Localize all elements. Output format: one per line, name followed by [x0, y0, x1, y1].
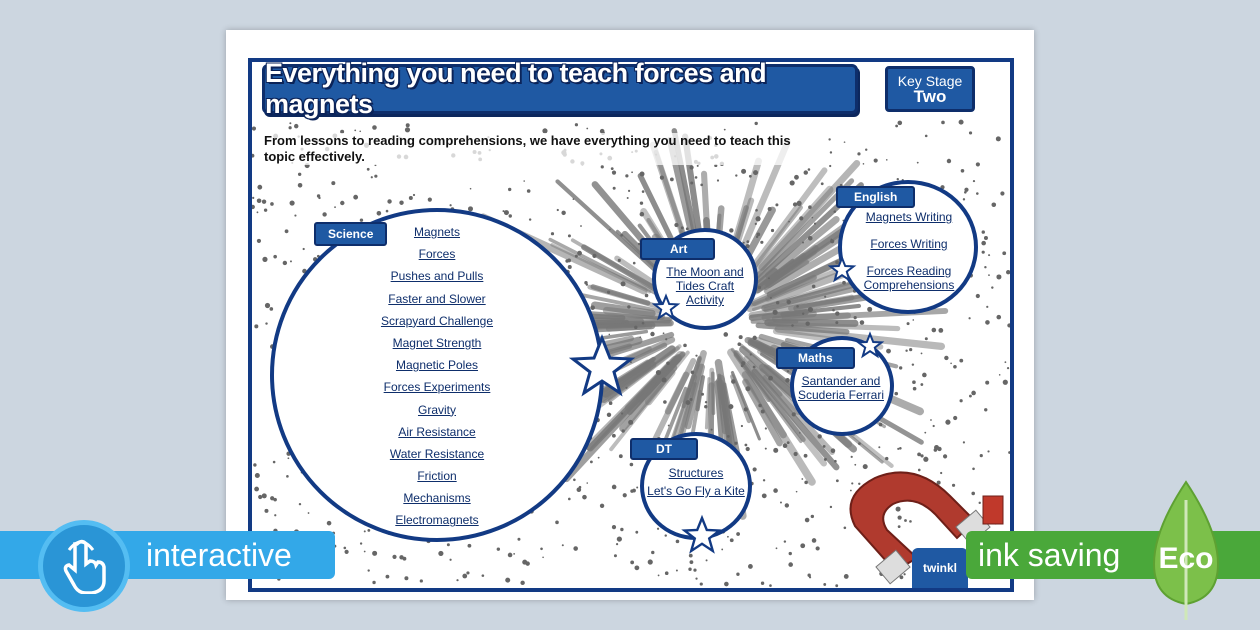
- science-link-electromagnets[interactable]: Electromagnets: [395, 513, 479, 528]
- science-link-forces-experiments[interactable]: Forces Experiments: [383, 380, 491, 395]
- english-link-magnets-writing[interactable]: Magnets Writing: [865, 210, 953, 224]
- science-link-mechanisms[interactable]: Mechanisms: [403, 491, 471, 506]
- science-link-magnetic-poles[interactable]: Magnetic Poles: [395, 358, 479, 373]
- science-link-pushes-and-pulls[interactable]: Pushes and Pulls: [390, 269, 484, 284]
- dt-tag: DT: [630, 438, 698, 460]
- science-link-air-resistance[interactable]: Air Resistance: [398, 424, 476, 439]
- intro-text: From lessons to reading comprehensions, we have everything you need to teach this topic effectively.: [264, 133, 794, 165]
- science-link-scrapyard-challenge[interactable]: Scrapyard Challenge: [380, 313, 494, 328]
- small-star-icon: [830, 258, 853, 280]
- art-tag: Art: [640, 238, 715, 260]
- science-link-gravity[interactable]: Gravity: [417, 402, 456, 417]
- touch-hand-icon: [38, 520, 130, 612]
- small-star-icon: [685, 518, 720, 551]
- small-star-icon: [858, 334, 881, 356]
- dt-link-structures[interactable]: Structures: [668, 466, 724, 480]
- science-link-faster-and-slower[interactable]: Faster and Slower: [388, 291, 486, 306]
- science-link-friction[interactable]: Friction: [417, 469, 457, 484]
- twinkl-logo: twinkl: [912, 548, 968, 588]
- science-tag: Science: [314, 222, 387, 246]
- english-link-forces-reading[interactable]: Forces Reading Comprehensions: [863, 264, 955, 292]
- maths-link-santander-ferrari[interactable]: Santander and Scuderia Ferrari: [797, 374, 885, 402]
- interactive-label: interactive: [146, 536, 292, 573]
- small-star-icon: [654, 296, 677, 318]
- science-link-water-resistance[interactable]: Water Resistance: [389, 446, 485, 461]
- science-link-magnet-strength[interactable]: Magnet Strength: [392, 335, 482, 350]
- large-star-icon: [573, 338, 631, 393]
- poster-title: Everything you need to teach forces and magnets: [265, 58, 767, 119]
- key-stage-value: Two: [913, 87, 947, 106]
- eco-label: Eco: [1158, 542, 1214, 575]
- english-link-forces-writing[interactable]: Forces Writing: [870, 237, 948, 251]
- dt-link-fly-a-kite[interactable]: Let's Go Fly a Kite: [647, 484, 745, 498]
- ink-saving-label: ink saving: [978, 536, 1121, 573]
- science-link-forces[interactable]: Forces: [418, 247, 456, 262]
- science-link-magnets[interactable]: Magnets: [413, 225, 461, 239]
- maths-tag: Maths: [776, 347, 855, 369]
- art-link-moon-and-tides[interactable]: The Moon and Tides Craft Activity: [666, 265, 744, 307]
- key-stage-label: Key Stage: [897, 73, 963, 89]
- english-tag: English: [836, 186, 915, 208]
